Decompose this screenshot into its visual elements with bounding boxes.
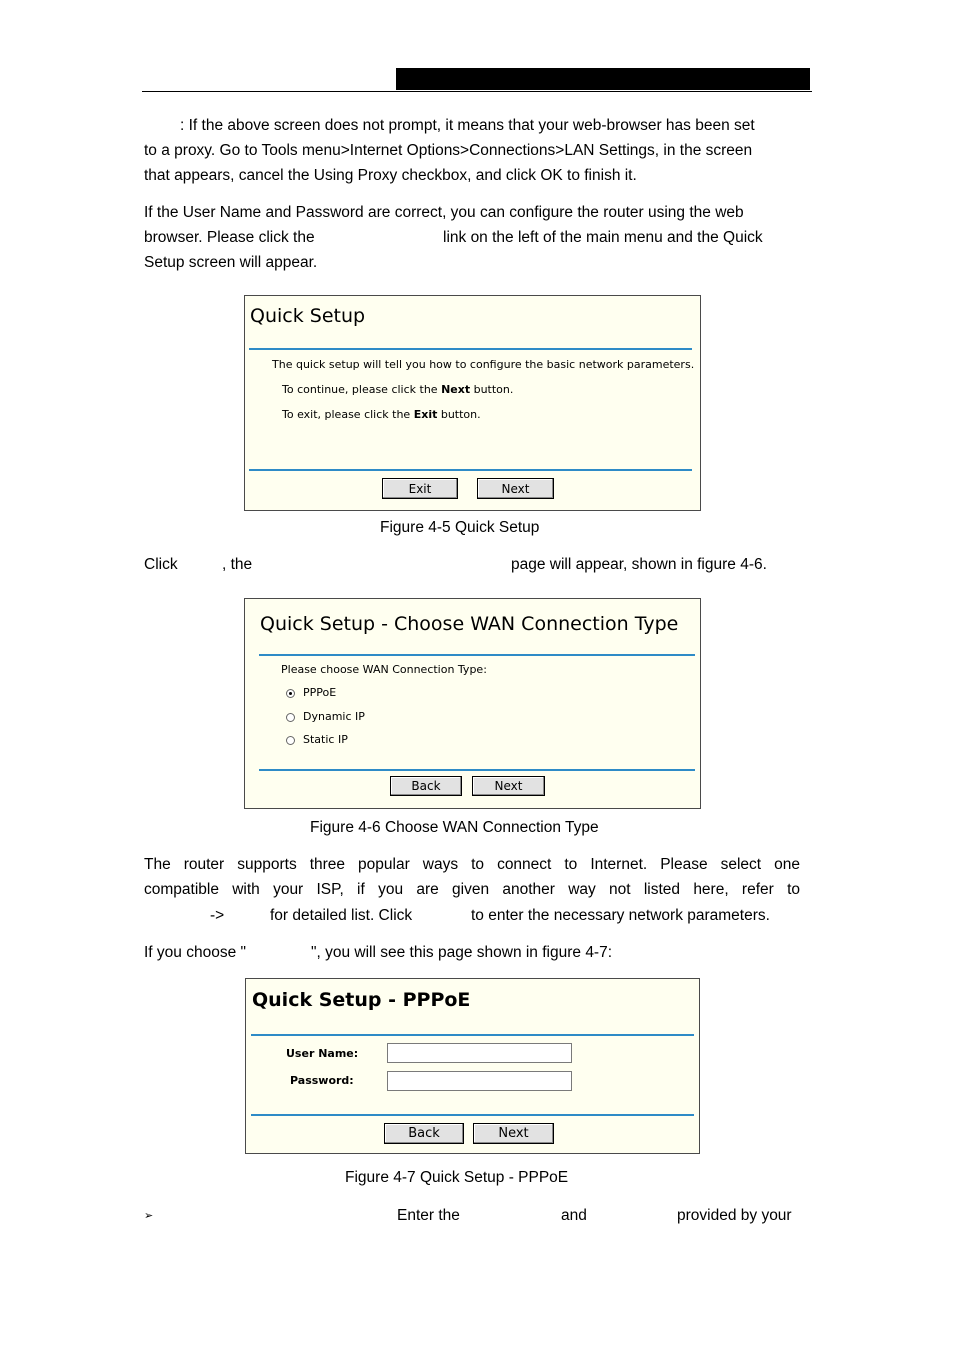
pppoe-label: PPPoE <box>303 686 337 699</box>
para1-line1: : If the above screen does not prompt, it means that your web-browser has been set <box>180 117 755 134</box>
choose-line-b: ", you will see this page shown in figure 4-7: <box>311 944 613 961</box>
figure-4-7-caption: Figure 4-7 Quick Setup - PPPoE <box>345 1169 569 1186</box>
bullet-line-b: and <box>561 1207 587 1224</box>
para2-line3: Setup screen will appear. <box>144 254 318 271</box>
next-button[interactable]: Next <box>472 776 545 796</box>
continue-instruction: To continue, please click the Next button. <box>282 383 514 396</box>
para3-line3b: for detailed list. Click <box>270 907 413 924</box>
user-name-label: User Name: <box>286 1047 359 1060</box>
para3-line3c: to enter the necessary network parameters. <box>471 907 770 924</box>
back-button[interactable]: Back <box>390 776 462 796</box>
exit-button[interactable]: Exit <box>382 478 458 499</box>
figure-4-5-caption: Figure 4-5 Quick Setup <box>380 519 540 536</box>
user-name-input[interactable] <box>387 1043 572 1063</box>
bullet-line-a: Enter the <box>397 1207 460 1224</box>
password-input[interactable] <box>387 1071 572 1091</box>
para3-line1: The router supports three popular ways to connect to Internet. Please select one <box>144 856 800 873</box>
para1-line2: to a proxy. Go to Tools menu>Internet Options>Connections>LAN Settings, in the screen <box>144 142 753 159</box>
panel-title: Quick Setup - PPPoE <box>252 989 471 1011</box>
para2-line1: If the User Name and Password are correct, you can configure the router using the web <box>144 204 744 221</box>
wan-prompt: Please choose WAN Connection Type: <box>281 663 487 676</box>
figure-4-6-caption: Figure 4-6 Choose WAN Connection Type <box>310 819 599 836</box>
header-rule <box>142 91 812 92</box>
footer-divider <box>251 1114 694 1116</box>
static-ip-radio[interactable] <box>286 736 295 745</box>
title-divider <box>259 654 695 656</box>
header-bar <box>396 68 810 90</box>
click-line-a: Click <box>144 556 178 573</box>
para2-line2a: browser. Please click the <box>144 229 315 246</box>
next-button[interactable]: Next <box>477 478 554 499</box>
password-label: Password: <box>290 1074 354 1087</box>
wan-type-panel <box>244 598 701 809</box>
pppoe-radio[interactable] <box>286 689 295 698</box>
exit-instruction: To exit, please click the Exit button. <box>282 408 481 421</box>
footer-divider <box>249 469 692 471</box>
title-divider <box>251 1034 694 1036</box>
click-line-c: page will appear, shown in figure 4-6. <box>511 556 767 573</box>
dynamic-ip-radio[interactable] <box>286 713 295 722</box>
choose-line-a: If you choose " <box>144 944 247 961</box>
footer-divider <box>259 769 695 771</box>
static-ip-label: Static IP <box>303 733 348 746</box>
para3-line2: compatible with your ISP, if you are given another way not listed here, refer to <box>144 881 800 898</box>
panel-title: Quick Setup <box>250 305 366 327</box>
intro-text: The quick setup will tell you how to configure the basic network parameters. <box>272 358 695 371</box>
next-button[interactable]: Next <box>473 1123 554 1144</box>
panel-title: Quick Setup - Choose WAN Connection Type <box>260 613 679 635</box>
quick-setup-panel <box>244 295 701 511</box>
para2-line2b: link on the left of the main menu and the Quick <box>443 229 763 246</box>
para1-line3: that appears, cancel the Using Proxy checkbox, and click OK to finish it. <box>144 167 637 184</box>
dynamic-ip-label: Dynamic IP <box>303 710 365 723</box>
bullet-line-c: provided by your <box>677 1207 792 1224</box>
bullet-icon: ➢ <box>144 1210 154 1222</box>
para3-line3a: -> <box>210 907 225 924</box>
click-line-b: , the <box>222 556 253 573</box>
pppoe-panel <box>245 978 700 1154</box>
title-divider <box>249 348 692 350</box>
back-button[interactable]: Back <box>384 1123 464 1144</box>
